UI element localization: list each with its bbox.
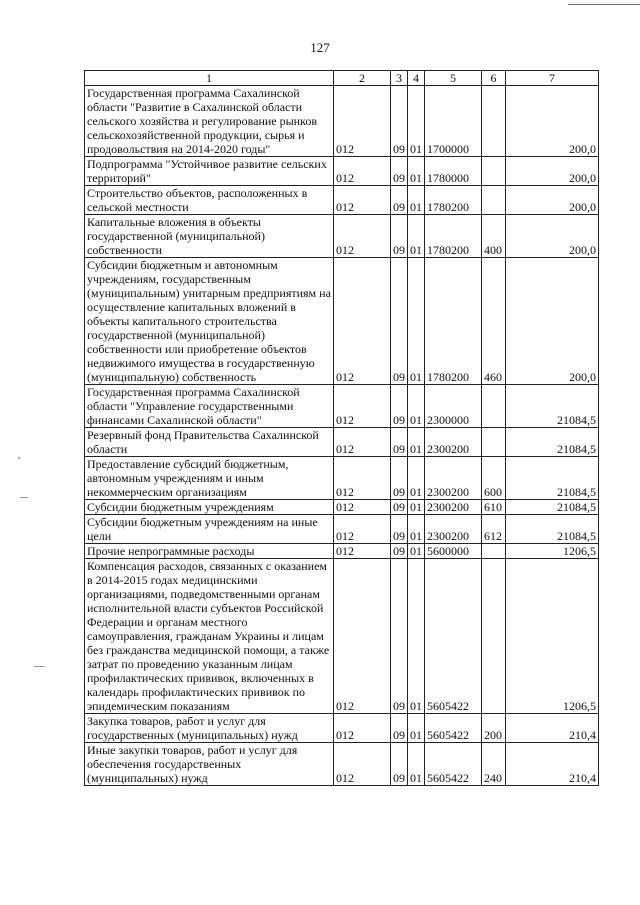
amount-cell: 200,0 (506, 157, 599, 186)
budget-table (84, 70, 599, 786)
item-name-cell: Капитальные вложения в объекты государственной (муниципальной) собственности (85, 215, 334, 258)
ministry-code-cell: 012 (334, 157, 391, 186)
amount-cell: 21084,5 (506, 515, 599, 544)
item-name-cell: Строительство объектов, расположенных в сельской местности (85, 186, 334, 215)
subsection-code-cell: 01 (408, 544, 425, 559)
table-row (85, 385, 599, 428)
item-name-cell: Подпрограмма "Устойчивое развитие сельских территорий" (85, 157, 334, 186)
subsection-code-cell: 01 (408, 559, 425, 714)
page-number: 127 (310, 40, 330, 55)
expense-type-cell (482, 86, 506, 157)
target-code-cell: 1780200 (425, 215, 482, 258)
column-header: 3 (391, 71, 408, 86)
amount-cell: 21084,5 (506, 500, 599, 515)
column-header: 2 (334, 71, 391, 86)
table-row (85, 215, 599, 258)
ministry-code-cell: 012 (334, 215, 391, 258)
item-name-cell: Резервный фонд Правительства Сахалинской области (85, 428, 334, 457)
target-code-cell: 5605422 (425, 714, 482, 743)
ministry-code-cell: 012 (334, 515, 391, 544)
table-row (85, 258, 599, 385)
amount-cell: 21084,5 (506, 457, 599, 500)
item-name-cell: Государственная программа Сахалинской области "Управление государственными финансами Сахалинской области" (85, 385, 334, 428)
amount-cell: 210,4 (506, 714, 599, 743)
table-row (85, 500, 599, 515)
table-row (85, 743, 599, 786)
subsection-code-cell: 01 (408, 743, 425, 786)
section-code-cell: 09 (391, 86, 408, 157)
margin-mark (34, 666, 45, 667)
table-row (85, 714, 599, 743)
expense-type-cell (482, 157, 506, 186)
section-code-cell: 09 (391, 457, 408, 500)
target-code-cell: 5605422 (425, 743, 482, 786)
target-code-cell: 1780000 (425, 157, 482, 186)
section-code-cell: 09 (391, 428, 408, 457)
amount-cell: 200,0 (506, 186, 599, 215)
section-code-cell: 09 (391, 544, 408, 559)
column-header: 4 (408, 71, 425, 86)
item-name-cell: Закупка товаров, работ и услуг для государственных (муниципальных) нужд (85, 714, 334, 743)
expense-type-cell: 240 (482, 743, 506, 786)
section-code-cell: 09 (391, 385, 408, 428)
target-code-cell: 2300200 (425, 500, 482, 515)
ministry-code-cell: 012 (334, 86, 391, 157)
subsection-code-cell: 01 (408, 86, 425, 157)
expense-type-cell (482, 385, 506, 428)
ministry-code-cell: 012 (334, 385, 391, 428)
subsection-code-cell: 01 (408, 714, 425, 743)
expense-type-cell: 612 (482, 515, 506, 544)
ministry-code-cell: 012 (334, 428, 391, 457)
subsection-code-cell: 01 (408, 385, 425, 428)
expense-type-cell: 400 (482, 215, 506, 258)
item-name-cell: Иные закупки товаров, работ и услуг для обеспечения государственных (муниципальных) нужд (85, 743, 334, 786)
expense-type-cell: 600 (482, 457, 506, 500)
margin-dot (18, 457, 20, 459)
amount-cell: 210,4 (506, 743, 599, 786)
ministry-code-cell: 012 (334, 500, 391, 515)
ministry-code-cell: 012 (334, 544, 391, 559)
amount-cell: 200,0 (506, 86, 599, 157)
column-header: 1 (85, 71, 334, 86)
expense-type-cell (482, 428, 506, 457)
item-name-cell: Субсидии бюджетным и автономным учреждениям, государственным (муниципальным) унитарным предприятиям на осуществление капитальных вложений в объекты капитального строительства государственной (муниципальной) собственности или приобретение объектов недвижимого имущества в государственную (муниципальную) собственность (85, 258, 334, 385)
subsection-code-cell: 01 (408, 258, 425, 385)
ministry-code-cell: 012 (334, 457, 391, 500)
target-code-cell: 5600000 (425, 544, 482, 559)
subsection-code-cell: 01 (408, 428, 425, 457)
expense-type-cell: 610 (482, 500, 506, 515)
column-header: 7 (506, 71, 599, 86)
table-row (85, 157, 599, 186)
section-code-cell: 09 (391, 714, 408, 743)
target-code-cell: 1780200 (425, 258, 482, 385)
subsection-code-cell: 01 (408, 457, 425, 500)
ministry-code-cell: 012 (334, 258, 391, 385)
table-row (85, 457, 599, 500)
section-code-cell: 09 (391, 186, 408, 215)
item-name-cell: Государственная программа Сахалинской области "Развитие в Сахалинской области сельского хозяйства и регулирование рынков сельскохозяйственной продукции, сырья и продовольствия на 2014-2020 годы" (85, 86, 334, 157)
target-code-cell: 2300200 (425, 428, 482, 457)
ministry-code-cell: 012 (334, 559, 391, 714)
target-code-cell: 2300200 (425, 515, 482, 544)
expense-type-cell: 200 (482, 714, 506, 743)
amount-cell: 21084,5 (506, 428, 599, 457)
table-row (85, 559, 599, 714)
section-code-cell: 09 (391, 157, 408, 186)
expense-type-cell: 460 (482, 258, 506, 385)
ministry-code-cell: 012 (334, 186, 391, 215)
table-row (85, 544, 599, 559)
target-code-cell: 5605422 (425, 559, 482, 714)
item-name-cell: Предоставление субсидий бюджетным, автономным учреждениям и иным некоммерческим организациям (85, 457, 334, 500)
item-name-cell: Субсидии бюджетным учреждениям (85, 500, 334, 515)
section-code-cell: 09 (391, 743, 408, 786)
table-row (85, 428, 599, 457)
amount-cell: 1206,5 (506, 544, 599, 559)
subsection-code-cell: 01 (408, 515, 425, 544)
table-row (85, 515, 599, 544)
item-name-cell: Компенсация расходов, связанных с оказанием в 2014-2015 годах медицинскими организациями, подведомственными органам исполнительной власти субъектов Российской Федерации и органам местного самоуправления, гражданам Украины и лицам без гражданства медицинской помощи, а также затрат по проведению указанным лицам профилактических прививок, включенных в календарь профилактических прививок по эпидемическим показаниям (85, 559, 334, 714)
section-code-cell: 09 (391, 500, 408, 515)
subsection-code-cell: 01 (408, 157, 425, 186)
table-row (85, 186, 599, 215)
section-code-cell: 09 (391, 215, 408, 258)
subsection-code-cell: 01 (408, 500, 425, 515)
ministry-code-cell: 012 (334, 743, 391, 786)
expense-type-cell (482, 559, 506, 714)
top-edge-rule (568, 4, 640, 5)
subsection-code-cell: 01 (408, 186, 425, 215)
expense-type-cell (482, 186, 506, 215)
section-code-cell: 09 (391, 258, 408, 385)
target-code-cell: 2300200 (425, 457, 482, 500)
ministry-code-cell: 012 (334, 714, 391, 743)
column-header: 6 (482, 71, 506, 86)
target-code-cell: 1780200 (425, 186, 482, 215)
subsection-code-cell: 01 (408, 215, 425, 258)
table-header-row (85, 71, 599, 86)
expense-type-cell (482, 544, 506, 559)
amount-cell: 21084,5 (506, 385, 599, 428)
section-code-cell: 09 (391, 515, 408, 544)
section-code-cell: 09 (391, 559, 408, 714)
target-code-cell: 2300000 (425, 385, 482, 428)
table-row (85, 86, 599, 157)
column-header: 5 (425, 71, 482, 86)
amount-cell: 1206,5 (506, 559, 599, 714)
amount-cell: 200,0 (506, 258, 599, 385)
item-name-cell: Прочие непрограммные расходы (85, 544, 334, 559)
margin-mark (20, 497, 28, 498)
amount-cell: 200,0 (506, 215, 599, 258)
item-name-cell: Субсидии бюджетным учреждениям на иные цели (85, 515, 334, 544)
target-code-cell: 1700000 (425, 86, 482, 157)
